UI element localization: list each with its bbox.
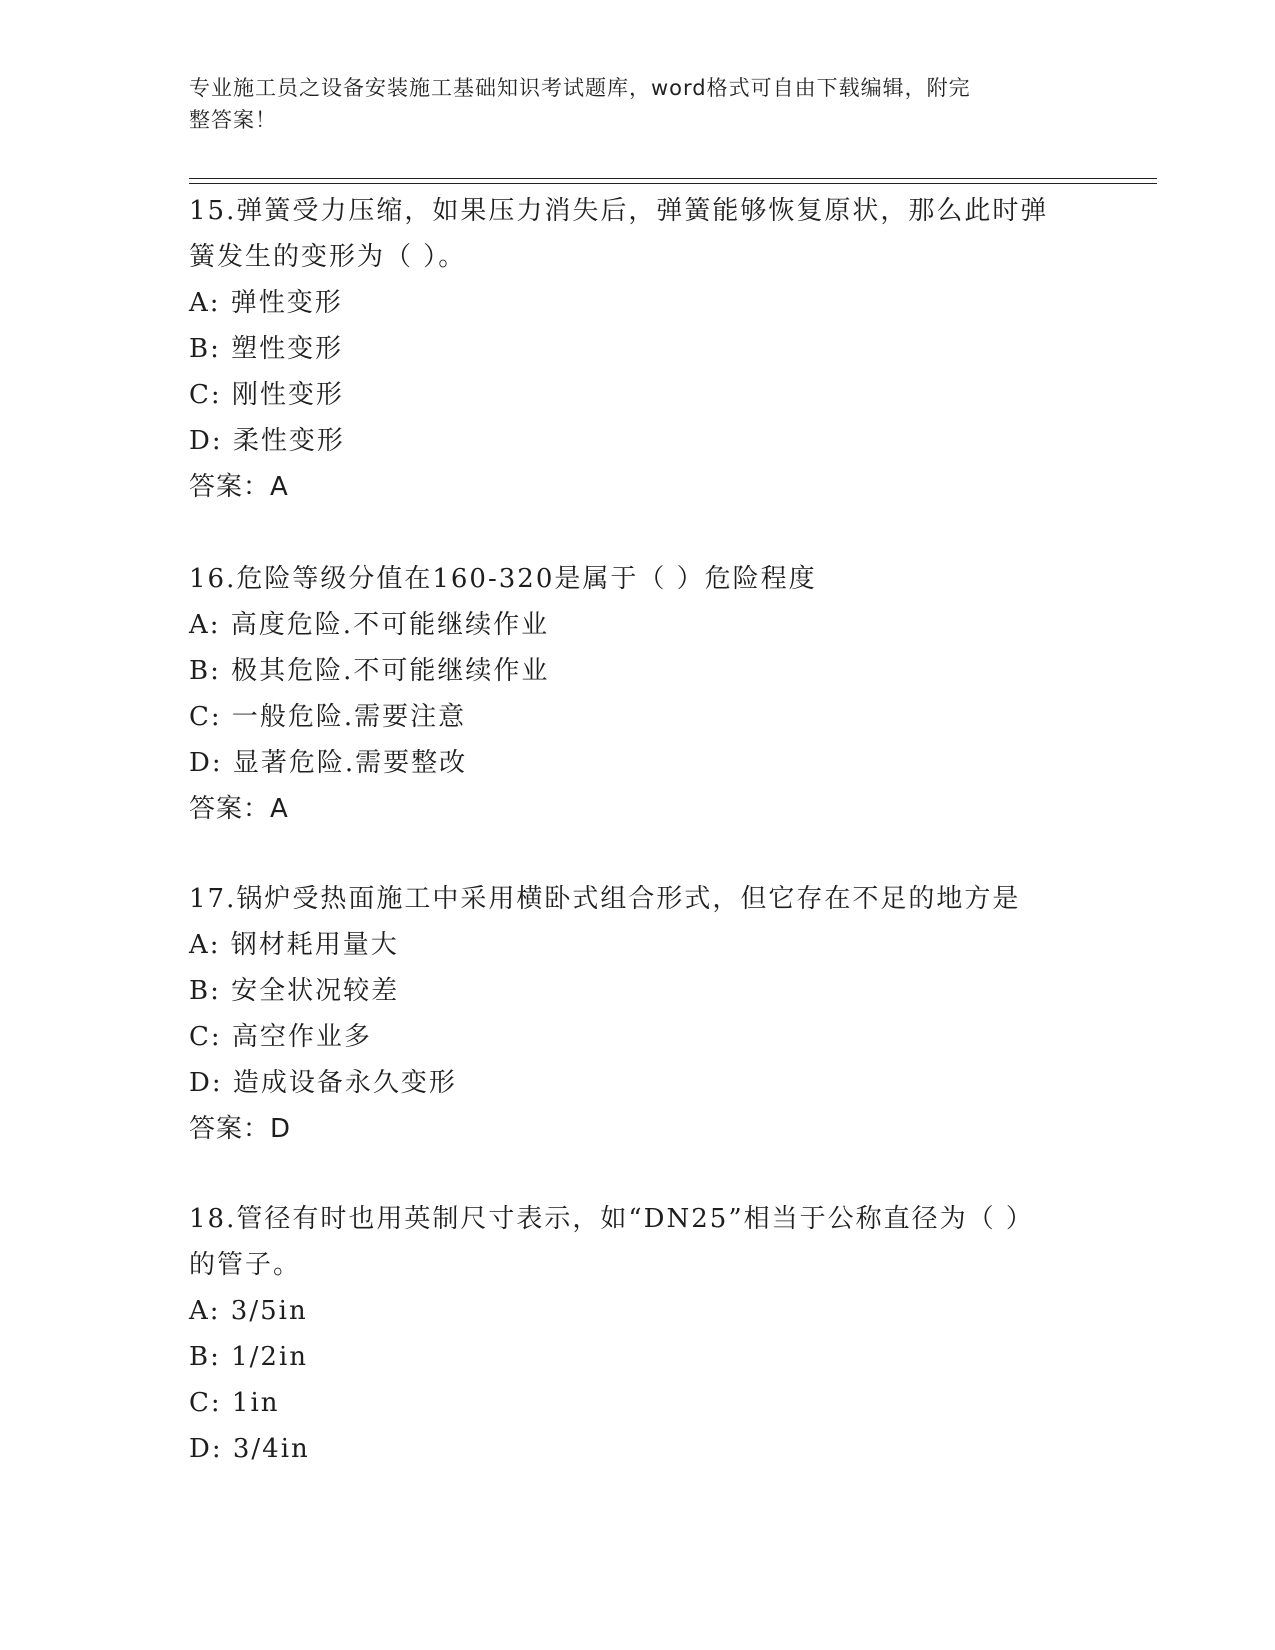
question-stem: 17.锅炉受热面施工中采用横卧式组合形式，但它存在不足的地方是 [189, 884, 1021, 914]
option-d: D: 3/4in [189, 1434, 310, 1464]
option-d: D: 柔性变形 [189, 426, 345, 456]
question-18 [189, 1196, 1089, 1472]
header-divider-bottom [189, 183, 1157, 184]
option-a: A: 3/5in [189, 1296, 308, 1326]
option-c: C: 一般危险.需要注意 [189, 702, 467, 732]
option-d: D: 显著危险.需要整改 [189, 748, 468, 778]
option-b: B: 安全状况较差 [189, 976, 400, 1006]
option-b: B: 1/2in [189, 1342, 309, 1372]
document-header [189, 72, 1089, 136]
question-stem: 15.弹簧受力压缩，如果压力消失后，弹簧能够恢复原状，那么此时弹 [189, 196, 1049, 226]
question-stem-continued: 簧发生的变形为（ ）。 [189, 242, 467, 272]
header-line-2: 整答案！ [189, 108, 277, 132]
question-15 [189, 188, 1089, 510]
question-17 [189, 876, 1089, 1152]
question-16 [189, 556, 1089, 832]
answer: 答案：A [189, 472, 289, 502]
question-stem: 16.危险等级分值在160-320是属于（ ）危险程度 [189, 564, 817, 594]
option-c: C: 刚性变形 [189, 380, 344, 410]
option-b: B: 极其危险.不可能继续作业 [189, 656, 550, 686]
option-d: D: 造成设备永久变形 [189, 1068, 457, 1098]
question-stem: 18.管径有时也用英制尺寸表示，如“DN25”相当于公称直径为（ ） [189, 1204, 1034, 1234]
answer: 答案：D [189, 1114, 292, 1144]
option-a: A: 钢材耗用量大 [189, 930, 399, 960]
header-divider-top [189, 178, 1157, 179]
question-stem-continued: 的管子。 [189, 1250, 302, 1280]
option-c: C: 高空作业多 [189, 1022, 372, 1052]
option-a: A: 高度危险.不可能继续作业 [189, 610, 550, 640]
option-a: A: 弹性变形 [189, 288, 343, 318]
header-line-1: 专业施工员之设备安装施工基础知识考试题库，word格式可自由下载编辑，附完 [189, 76, 971, 100]
option-b: B: 塑性变形 [189, 334, 344, 364]
answer: 答案：A [189, 794, 289, 824]
option-c: C: 1in [189, 1388, 280, 1418]
